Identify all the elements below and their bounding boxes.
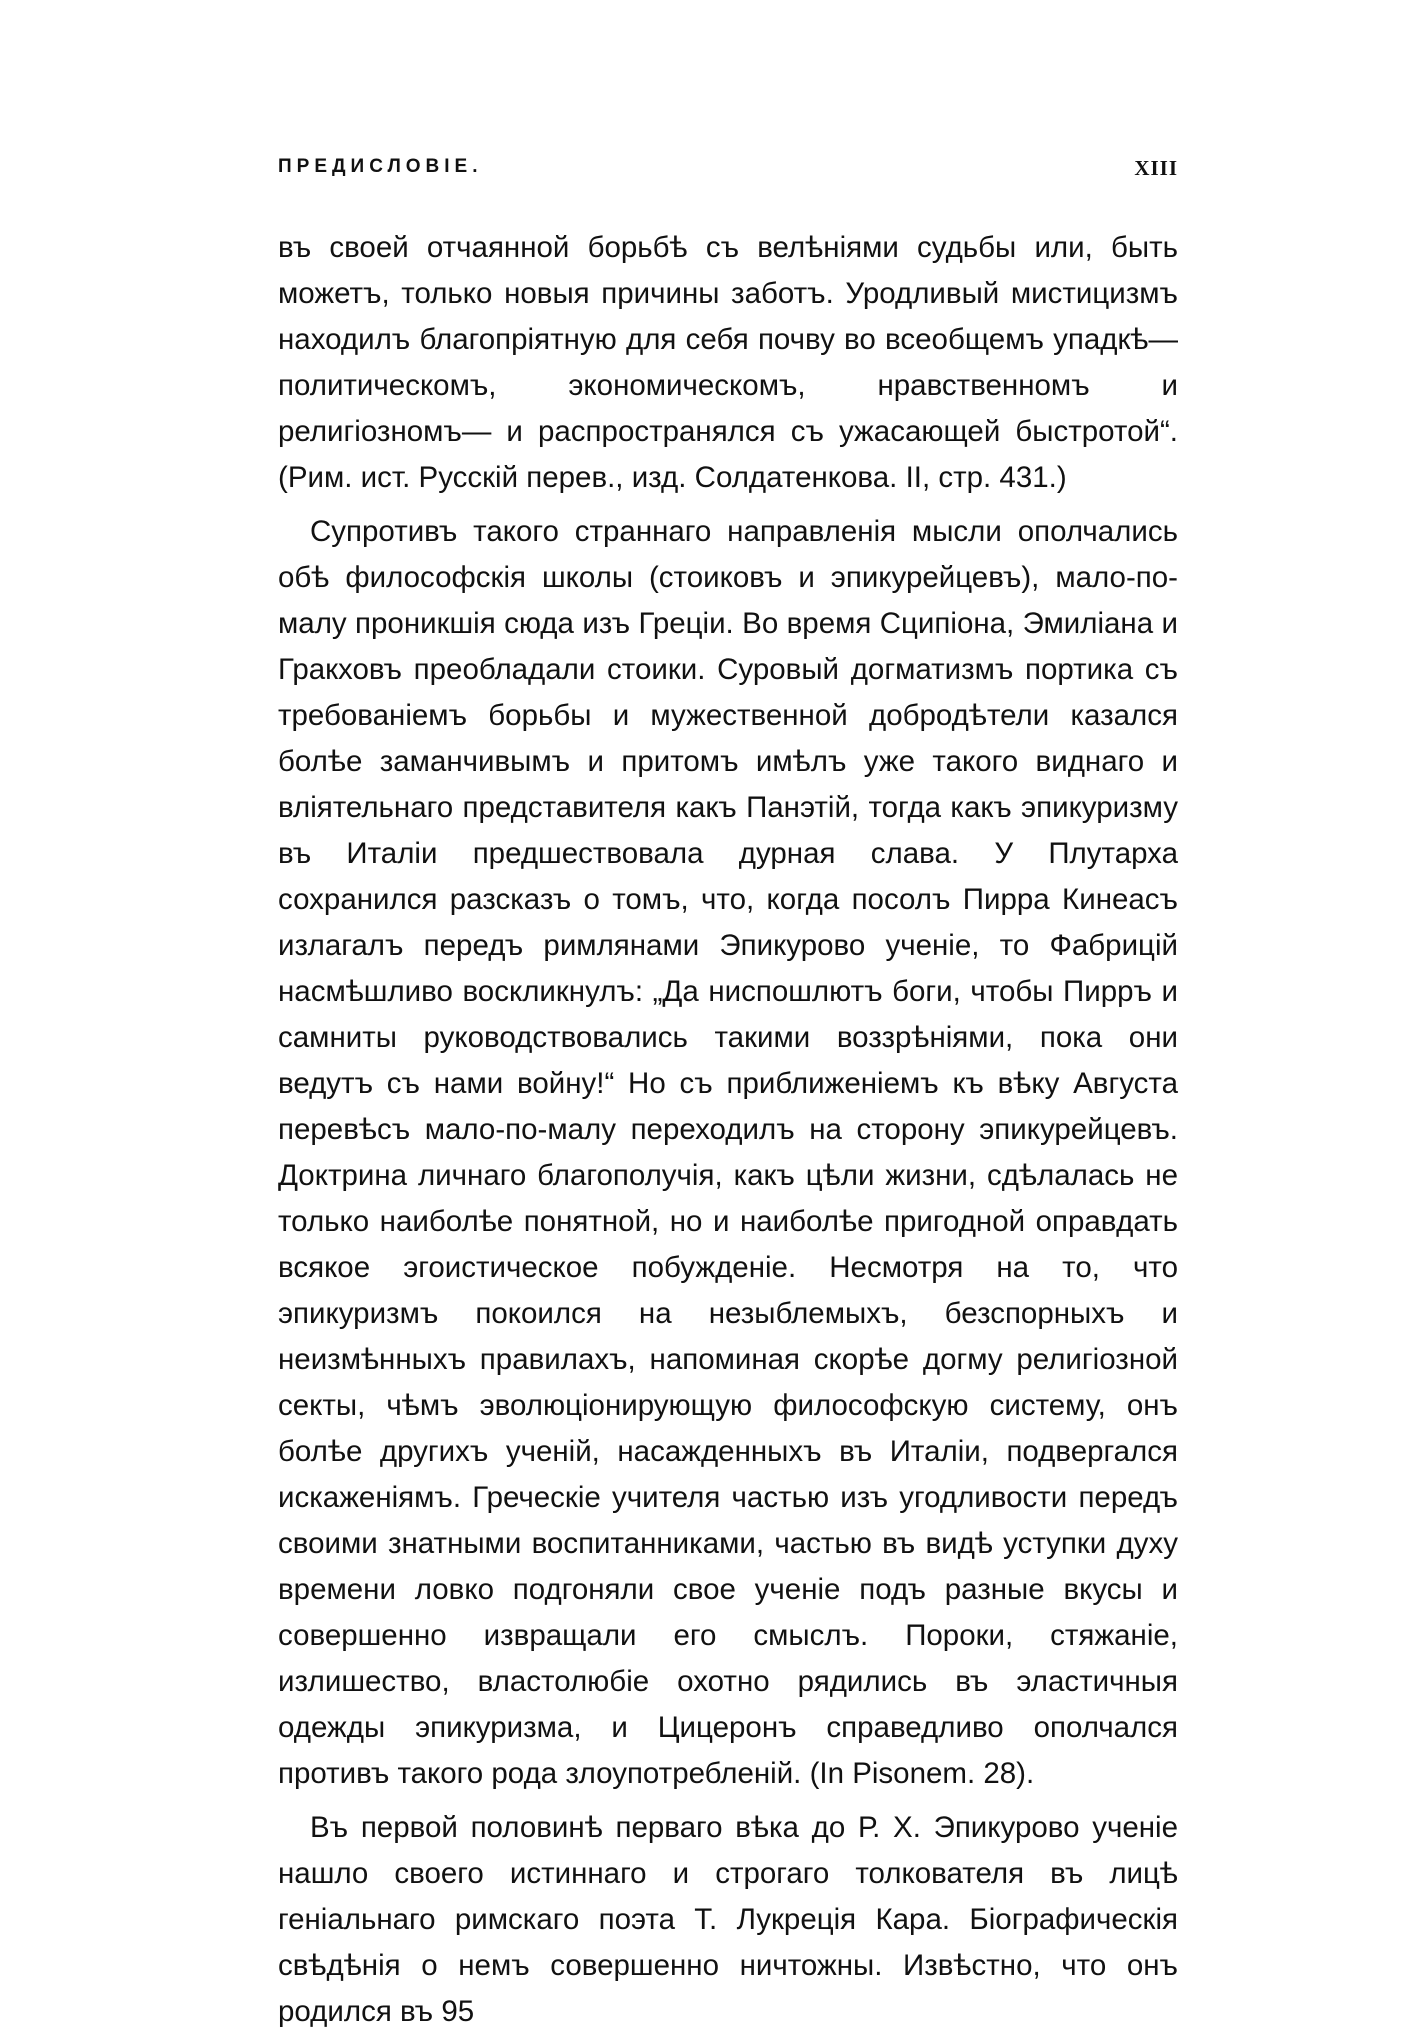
- running-title: ПРЕДИСЛОВІЕ.: [278, 156, 483, 177]
- running-head: [278, 156, 1178, 196]
- page-number: XIII: [1134, 156, 1178, 180]
- paragraph: Въ первой половинѣ перваго вѣка до Р. Х. Эпикурово ученіе нашло своего истиннаго и строгаго толкователя въ лицѣ геніальнаго римскаго поэта Т. Лукреція Кара. Біографическія свѣдѣнія о немъ совершенно ничтожны. Извѣстно, что онъ родился въ 95: [278, 1811, 1178, 2028]
- paragraph: Супротивъ такого страннаго направленія мысли ополчались обѣ философскія школы (стоиковъ и эпикурейцевъ), мало-по-малу проникшія сюда изъ Греціи. Во время Сципіона, Эмиліана и Гракховъ преобладали стоики. Суровый догматизмъ портика съ требованіемъ борьбы и мужественной добродѣтели казался болѣе заманчивымъ и притомъ имѣлъ уже такого виднаго и вліятельнаго представителя какъ Панэтій, тогда какъ эпикуризму въ Италіи предшествовала дурная слава. У Плутарха сохранился разсказъ о томъ, что, когда посолъ Пирра Кинеасъ излагалъ передъ римлянами Эпикурово ученіе, то Фабрицій насмѣшливо воскликнулъ: „Да ниспошлютъ боги, чтобы Пирръ и самниты руководствовались такими воззрѣніями, пока они ведутъ съ нами войну!“ Но съ приближеніемъ къ вѣку Августа перевѣсъ мало-по-малу переходилъ на сторону эпикурейцевъ. Доктрина личнаго благополучія, какъ цѣли жизни, сдѣлалась не только наиболѣе понятной, но и наиболѣе пригодной оправдать всякое эгоистическое побужденіе. Несмотря на то, что эпикуризмъ покоился на незыблемыхъ, безспорныхъ и неизмѣнныхъ правилахъ, напоминая скорѣе догму религіозной секты, чѣмъ эволюціонирующую философскую систему, онъ болѣе другихъ ученій, насажденныхъ въ Италіи, подвергался искаженіямъ. Греческіе учителя частью изъ угодливости передъ своими знатными воспитанниками, частью въ видѣ уступки духу времени ловко подгоняли свое ученіе подъ разные вкусы и совершенно извращали его смыслъ. Пороки, стяжаніе, излишество, властолюбіе охотно рядились въ эластичныя одежды эпикуризма, и Цицеронъ справедливо ополчался противъ такого рода злоупотребленій. (In Pisonem. 28).: [278, 515, 1178, 1790]
- paragraph-continuation: въ своей отчаянной борьбѣ съ велѣніями судьбы или, быть можетъ, только новыя причины заботъ. Уродливый мистицизмъ находилъ благопріятную для себя почву во всеобщемъ упадкѣ—политическомъ, экономическомъ, нравственномъ и религіозномъ— и распространялся съ ужасающей быстротой“. (Рим. ист. Русскій перев., изд. Солдатенкова. II, стр. 431.): [278, 231, 1178, 494]
- body-text: [278, 225, 1178, 2043]
